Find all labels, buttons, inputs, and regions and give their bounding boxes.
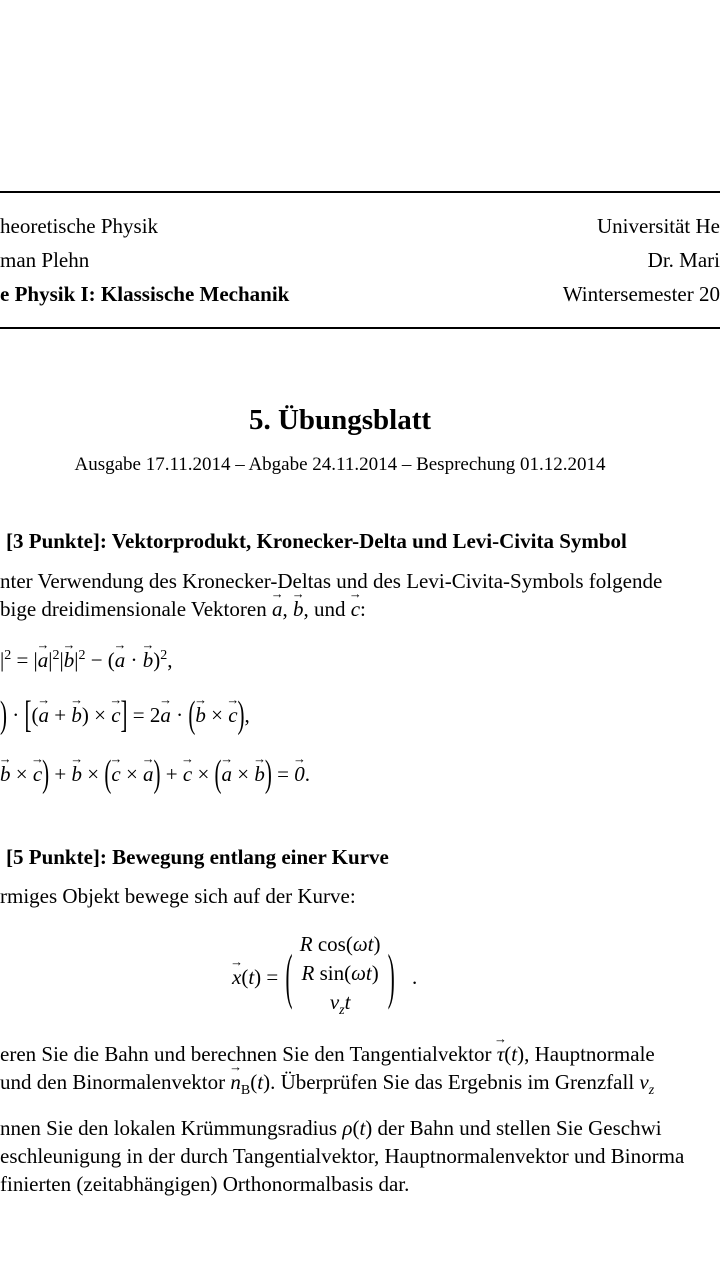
lecturer-name: man Plehn bbox=[0, 248, 90, 272]
course-title: e Physik I: Klassische Mechanik bbox=[0, 282, 290, 306]
exercise2b-text1-tail: der Bahn und stellen Sie Geschwi bbox=[377, 1116, 662, 1140]
institute-name: heoretische Physik bbox=[0, 214, 159, 238]
and-word: und bbox=[313, 597, 346, 621]
header-top-rule bbox=[0, 191, 720, 193]
exercise2a-text1: eren Sie die Bahn und berechnen Sie den Tangentialvektor bbox=[0, 1042, 492, 1066]
sheet-dates: Ausgabe 17.11.2014 – Abgabe 24.11.2014 – Besprechung 01.12.2014 bbox=[74, 454, 606, 475]
exercise2b-line3: finierten (zeitabhängigen) Orthonormalbasis dar. bbox=[0, 1172, 410, 1196]
exercise2a-line1: eren Sie die Bahn und berechnen Sie den Tangentialvektor → τ(t), Hauptnormale bbox=[0, 1042, 655, 1067]
header-bottom-rule bbox=[0, 327, 720, 329]
exercise2b-text1: nnen Sie den lokalen Krümmungsradius bbox=[0, 1116, 338, 1140]
exercise1-text-line2: bige dreidimensionale Vektoren → a, → b, und → c: bbox=[0, 597, 366, 622]
exercise2a-text2-tail: . Überprüfen Sie das Ergebnis im Grenzfall bbox=[270, 1070, 635, 1094]
exercise1-line2-prefix: bige dreidimensionale Vektoren bbox=[0, 597, 267, 621]
semester: Wintersemester 20 bbox=[562, 282, 720, 306]
equation-1: $|^2$ = |→ $a|^2|\to b|^2$ − (→ a · → b)$^2$, bbox=[0, 648, 173, 673]
exercise2-intro: rmiges Objekt bewege sich auf der Kurve: bbox=[0, 884, 356, 908]
university-name: Universität He bbox=[596, 214, 720, 238]
sheet-title: 5. Übungsblatt bbox=[248, 404, 432, 436]
equation-2: ) · [(→ a + → b) × → c] = 2→ a · (→ b × → c), bbox=[0, 703, 250, 728]
exercise2a-text2: und den Binormalenvektor bbox=[0, 1070, 226, 1094]
exercise2b-line1: nnen Sie den lokalen Krümmungsradius ρ(t) der Bahn und stellen Sie Geschwi bbox=[0, 1116, 662, 1140]
exercise2a-text1-tail: , Hauptnormale bbox=[524, 1042, 655, 1066]
exercise1-heading: [3 Punkte]: Vektorprodukt, Kronecker-Delta und Levi-Civita Symbol bbox=[6, 529, 627, 553]
assistant-name: Dr. Mari bbox=[647, 248, 720, 272]
exercise1-text-line1: nter Verwendung des Kronecker-Deltas und des Levi-Civita-Symbols folgende bbox=[0, 569, 663, 593]
equation-3: → b × → c) + → b × (→ c × → a) + → c × (→ a × → b) = → 0. bbox=[0, 762, 310, 787]
exercise2b-line2: eschleunigung in der durch Tangentialvektor, Hauptnormalenvektor und Binorma bbox=[0, 1144, 685, 1168]
curve-equation: → x(t) = ( R cos(ωt) R sin(ωt) $v_zt$ ) . bbox=[232, 930, 417, 1025]
exercise2-heading: [5 Punkte]: Bewegung entlang einer Kurve bbox=[6, 845, 389, 869]
exercise2a-line2: und den Binormalenvektor → $n_B(t)$. Überprüfen Sie das Ergebnis im Grenzfall $v_z$ bbox=[0, 1070, 654, 1099]
